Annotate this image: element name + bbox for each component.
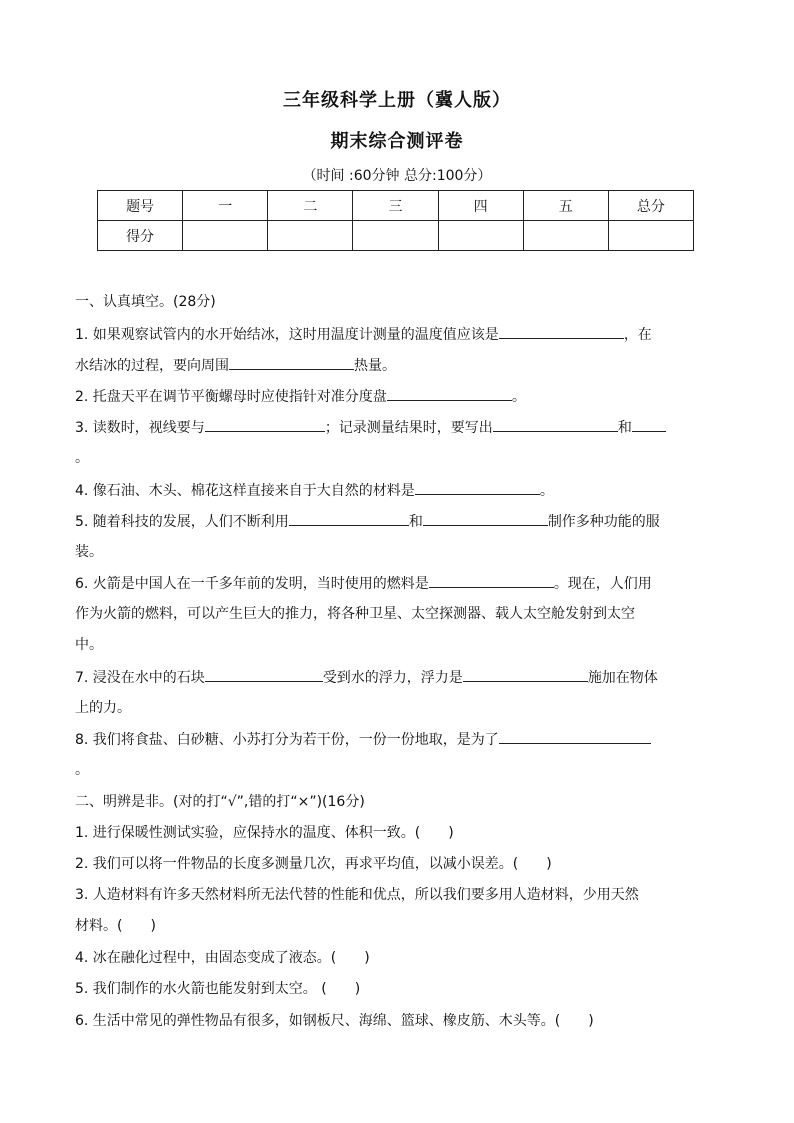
- question-text: 。: [75, 762, 89, 778]
- question-text: 3. 读数时，视线要与: [75, 420, 205, 436]
- question-text: 水结冰的过程，要向周围: [75, 358, 229, 374]
- question-line: [75, 697, 131, 717]
- question-line: [75, 728, 651, 749]
- answer-blank[interactable]: [205, 666, 323, 682]
- answer-blank[interactable]: [229, 354, 354, 370]
- question-text: ，在: [623, 327, 652, 343]
- answer-blank[interactable]: [632, 416, 666, 432]
- question-line: [75, 572, 652, 593]
- question-line: [75, 541, 103, 561]
- judgement-item: 1. 进行保暖性测试实验，应保持水的温度、体积一致。( ): [75, 825, 454, 841]
- score-input-cell[interactable]: [608, 221, 693, 251]
- score-table-score-row: [98, 221, 694, 251]
- question-text: 7. 浸没在水中的石块: [75, 670, 205, 686]
- question-text: 8. 我们将食盐、白砂糖、小苏打分为若干份，一份一份地取，是为了: [75, 732, 499, 748]
- table-cell: 二: [268, 191, 353, 221]
- question-line: [75, 510, 660, 531]
- score-input-cell[interactable]: [438, 221, 523, 251]
- question-text: 施加在物体: [587, 670, 658, 686]
- score-table-header-row: [98, 191, 694, 221]
- question-line: [75, 447, 89, 467]
- answer-blank[interactable]: [289, 510, 409, 526]
- judgement-item: 3. 人造材料有许多天然材料所无法代替的性能和优点，所以我们要多用人造材料，少用天然: [75, 887, 639, 903]
- question-line: [75, 759, 89, 779]
- question-text: 受到水的浮力，浮力是: [322, 670, 463, 686]
- question-text: 。: [75, 450, 89, 466]
- question-line: [75, 479, 554, 500]
- score-input-cell[interactable]: [183, 221, 268, 251]
- table-cell: 一: [183, 191, 268, 221]
- question-text: 和: [617, 420, 632, 436]
- question-text: 1. 如果观察试管内的水开始结冰，这时用温度计测量的温度值应该是: [75, 327, 499, 343]
- question-text: 作为火箭的燃料，可以产生巨大的推力，将各种卫星、太空探测器、载人太空舱发射到太空: [75, 606, 635, 622]
- question-text: 6. 火箭是中国人在一千多年前的发明，当时使用的燃料是: [75, 576, 429, 592]
- answer-blank[interactable]: [429, 572, 554, 588]
- question-text: 中。: [75, 637, 103, 653]
- answer-blank[interactable]: [415, 479, 540, 495]
- table-cell: 得分: [98, 221, 183, 251]
- judgement-item: 2. 我们可以将一件物品的长度多测量几次，再求平均值，以减小误差。( ): [75, 856, 552, 872]
- score-table: [97, 190, 694, 251]
- answer-blank[interactable]: [499, 728, 651, 744]
- question-text: 5. 随着科技的发展，人们不断利用: [75, 514, 289, 530]
- question-text: 和: [408, 514, 423, 530]
- answer-blank[interactable]: [423, 510, 548, 526]
- question-line: [75, 416, 666, 437]
- judgement-item: 5. 我们制作的水火箭也能发射到太空。 ( ): [75, 981, 361, 997]
- score-input-cell[interactable]: [353, 221, 438, 251]
- answer-blank[interactable]: [499, 323, 624, 339]
- table-cell: 五: [523, 191, 608, 221]
- section2-heading: 二、明辨是非。(对的打“√”,错的打“×”)(16分): [75, 794, 365, 810]
- question-line: [75, 354, 396, 375]
- question-line: [75, 634, 103, 654]
- question-text: 装。: [75, 544, 103, 560]
- answer-blank[interactable]: [387, 385, 512, 401]
- score-input-cell[interactable]: [268, 221, 353, 251]
- section1-heading: 一、认真填空。(28分): [75, 294, 216, 310]
- judgement-item: 材料。( ): [75, 918, 156, 934]
- exam-info: （时间 :60分钟 总分:100分）: [302, 168, 492, 184]
- exam-subtitle: 期末综合测评卷: [330, 131, 464, 152]
- answer-blank[interactable]: [463, 666, 588, 682]
- table-cell: 题号: [98, 191, 183, 221]
- answer-blank[interactable]: [493, 416, 618, 432]
- question-text: 。: [511, 389, 526, 405]
- table-cell: 总分: [608, 191, 693, 221]
- judgement-item: 6. 生活中常见的弹性物品有很多，如钢板尺、海绵、篮球、橡皮筋、木头等。( ): [75, 1013, 594, 1029]
- question-line: [75, 603, 635, 623]
- question-text: 。: [539, 483, 554, 499]
- question-line: [75, 385, 526, 406]
- table-cell: 三: [353, 191, 438, 221]
- question-line: [75, 666, 658, 687]
- answer-blank[interactable]: [205, 416, 325, 432]
- question-text: 制作多种功能的服: [547, 514, 660, 530]
- judgement-item: 4. 冰在融化过程中，由固态变成了液态。( ): [75, 950, 370, 966]
- question-line: [75, 323, 652, 344]
- exam-title: 三年级科学上册（冀人版）: [283, 90, 511, 111]
- question-text: 4. 像石油、木头、棉花这样直接来自于大自然的材料是: [75, 483, 415, 499]
- question-text: 2. 托盘天平在调节平衡螺母时应使指针对准分度盘: [75, 389, 387, 405]
- question-text: 热量。: [354, 358, 396, 374]
- table-cell: 四: [438, 191, 523, 221]
- question-text: 上的力。: [75, 700, 131, 716]
- score-input-cell[interactable]: [523, 221, 608, 251]
- question-text: ；记录测量结果时，要写出: [324, 420, 493, 436]
- question-text: 。现在，人们用: [553, 576, 652, 592]
